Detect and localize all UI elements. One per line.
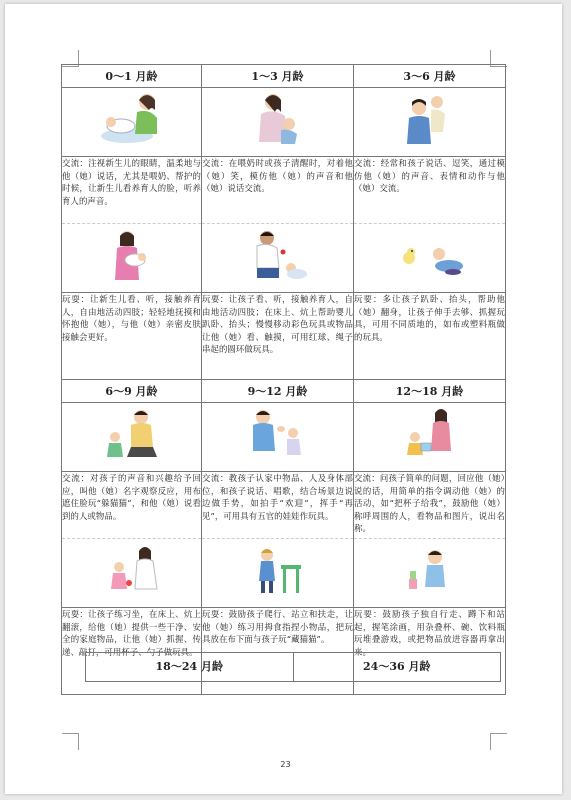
illustration-cell [62,403,202,472]
mother-baby-illustration [243,88,313,148]
illustration-cell [354,88,506,157]
illustration-cell [202,403,354,472]
age-header: 18～24 月龄 [155,660,223,673]
communication-text: 交流：在喂奶时或孩子清醒时，对着他（她）笑，模仿他（她）的声音和他（她）说话交流。 [202,157,354,224]
communication-row [62,157,506,224]
age-header: 0～1 月龄 [62,65,202,88]
father-playing-baby-illustration [243,224,313,284]
father-clapping-baby-illustration [243,403,313,463]
illustration-cell [62,88,202,157]
mother-newborn-illustration [97,88,167,148]
age-header: 1～3 月龄 [202,65,354,88]
illustration-row [62,224,506,293]
play-text: 玩耍：让新生儿看、听，接触养育人，自由地活动四肢；轻轻地抚摸和怀抱他（她），与他（她）亲密皮肤接触会更好。 [62,293,202,380]
communication-text: 交流：经常和孩子说话、逗笑，通过模仿他（她）的声音、表情和动作与他（她）交流。 [354,157,506,224]
mother-picture-book-illustration [395,403,465,463]
play-row [62,293,506,380]
communication-text: 交流：问孩子简单的问题，回应他（她）说的话，用简单的指令调动他（她）的活动，如“把杯子给我”，鼓励他（她）称呼周围的人，看物品和图片，说出名称。 [354,472,506,539]
illustration-cell [62,539,202,608]
next-age-header-row [85,652,501,682]
communication-row [62,472,506,539]
play-text: 玩耍：让孩子练习坐，在床上、炕上翻滚，给他（她）提供一些干净、安全的家庭物品，让他（她）抓握、传递、敲打，可用杯子、勺子做玩具。 [62,608,202,695]
age-header: 9～12 月龄 [202,380,354,403]
communication-text: 交流：教孩子认家中物品、人及身体部位，和孩子说话、唱歌，结合场景边说边做手势，如拍手“欢迎”，挥手“再见”，可用具有五官的娃娃作玩具。 [202,472,354,539]
illustration-cell [354,539,506,608]
father-baby-illustration [395,88,465,148]
illustration-cell [202,88,354,157]
age-header: 3～6 月龄 [354,65,506,88]
toddler-stacking-illustration [395,539,465,599]
age-header: 12～18 月龄 [354,380,506,403]
development-table [61,64,506,695]
play-text: 玩耍：鼓励孩子爬行、站立和扶走，让他（她）练习用拇食指捏小物品，把玩具放在布下面与孩子玩“藏猫猫”。 [202,608,354,695]
illustration-cell [354,224,506,293]
communication-text: 交流：注视新生儿的眼睛，温柔地与他（她）说话，尤其是喂奶、帮护的时候，让新生儿看养育人的脸，听养育人的声音。 [62,157,202,224]
age-header: 6～9 月龄 [62,380,202,403]
illustration-cell [62,224,202,293]
age-header: 24～36 月龄 [293,653,501,681]
illustration-row [62,403,506,472]
illustration-cell [202,224,354,293]
communication-text: 交流：对孩子的声音和兴趣给予回应，叫他（她）名字观察反应，用布遮住脸玩“躲猫猫”，和他（她）说看到的人或物品。 [62,472,202,539]
illustration-row [62,88,506,157]
play-text: 玩要：鼓励孩子独自行走、蹲下和站起，握笔涂画，用杂叠杯、碗、饮料瓶玩堆叠游戏，或把物品放进容器再拿出来。 [354,608,506,695]
illustration-row [62,539,506,608]
crop-mark [490,733,507,750]
age-header-row [62,380,506,403]
illustration-cell [354,403,506,472]
play-text: 玩要：让孩子看、听，接触养育人，自由地活动四肢；在床上、炕上帮助婴儿趴卧、抬头；慢慢移动彩色玩具或物品让他（她）看、触摸，可用红球、绳子串起的圆环做玩具。 [202,293,354,380]
crop-mark [62,733,79,750]
mother-holding-baby-illustration [97,224,167,284]
illustration-cell [202,539,354,608]
father-peekaboo-illustration [97,403,167,463]
page-number: 23 [280,760,291,769]
mother-sitting-baby-illustration [97,539,167,599]
age-header-row [62,65,506,88]
baby-crawling-duck-toy-illustration [395,224,465,284]
play-text: 玩要：多让孩子趴卧、抬头，帮助他（她）翻身，让孩子伸手去够、抓握玩具，可用不同质地的，如布或塑料瓶做的玩具。 [354,293,506,380]
toddler-standing-stool-illustration [243,539,313,599]
